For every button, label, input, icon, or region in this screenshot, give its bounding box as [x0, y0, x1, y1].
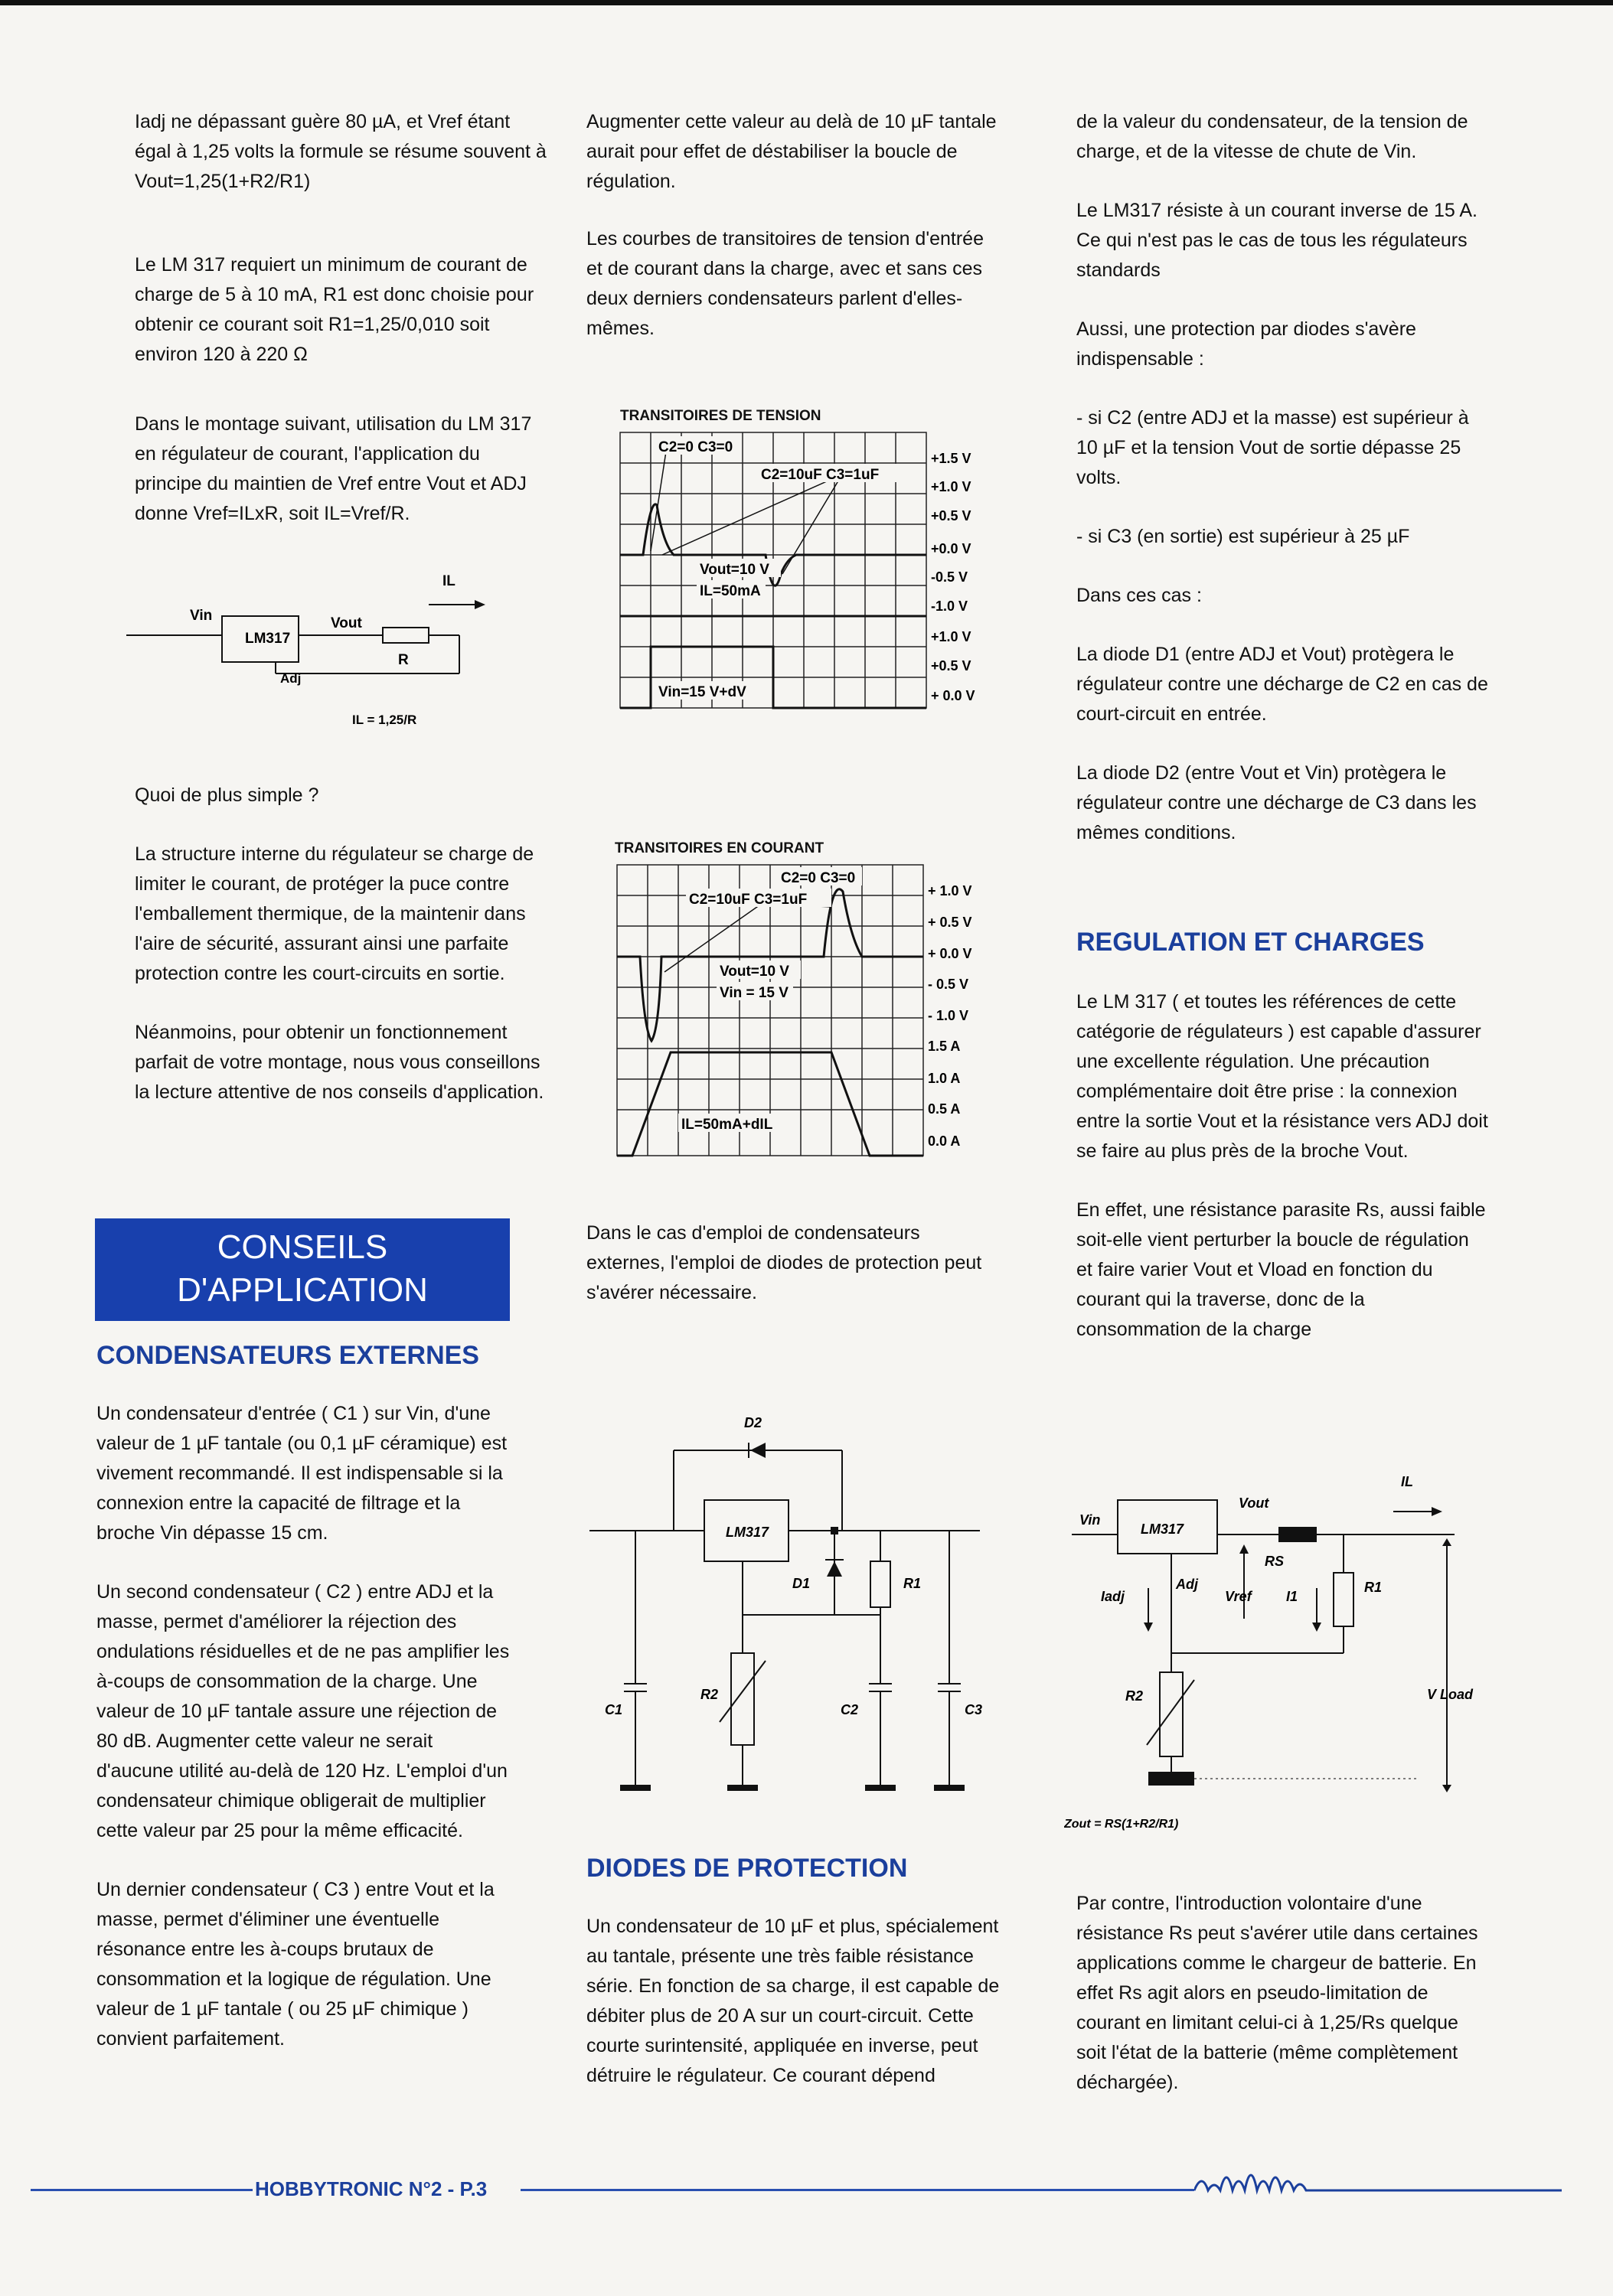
- section-heading: CONDENSATEURS EXTERNES: [96, 1341, 479, 1370]
- label-c2: C2: [841, 1702, 859, 1717]
- label-il: IL: [1401, 1474, 1413, 1489]
- label-chip: LM317: [726, 1525, 769, 1540]
- paragraph: Quoi de plus simple ?: [135, 784, 319, 806]
- y-tick-label: +1.5 V: [931, 451, 971, 466]
- column-3-bottom: [1076, 1889, 1490, 2127]
- label-il: IL: [442, 573, 455, 589]
- section-heading: REGULATION ET CHARGES: [1076, 928, 1425, 957]
- paragraph: Augmenter cette valeur au delà de 10 µF tantale aurait pour effet de déstabiliser la boucle de régulation.: [586, 111, 997, 192]
- top-border: [0, 0, 1613, 5]
- y-tick-label: -1.0 V: [931, 598, 968, 614]
- y-tick-label: 1.5 A: [928, 1039, 961, 1054]
- label-adj: Adj: [1176, 1577, 1198, 1592]
- label-vout: Vout: [1239, 1495, 1269, 1511]
- footer-rule-left: [31, 2189, 253, 2191]
- column-2-middle: [586, 1218, 1000, 1337]
- paragraph: de la valeur du condensateur, de la tension de charge, et de la vitesse de chute de Vin.: [1076, 111, 1468, 162]
- label-r2: R2: [700, 1687, 719, 1702]
- y-tick-label: +0.5 V: [931, 508, 971, 523]
- paragraph: Le LM317 résiste à un courant inverse de 15 A. Ce qui n'est pas le cas de tous les régulateurs standards: [1076, 200, 1477, 281]
- label-i1: I1: [1286, 1589, 1298, 1604]
- paragraph: La structure interne du régulateur se charge de limiter le courant, de protéger la puce contre l'emballement thermique, de la maintenir dans l'aire de sécurité, assurant ainsi une parfaite protection contre les court-circuits en sortie.: [135, 843, 534, 984]
- paragraph: Un dernier condensateur ( C3 ) entre Vout et la masse, permet d'éliminer une éventuelle résonance entre les à-coups brutaux de consommation et la logique de régulation. Une valeur de 1 µF tantale ( ou 25 µF chimique ) convient parfaitement.: [96, 1879, 495, 2050]
- graph-title: TRANSITOIRES DE TENSION: [620, 408, 821, 424]
- y-tick-label: 1.0 A: [928, 1071, 961, 1086]
- graph-title: TRANSITOIRES EN COURANT: [615, 840, 824, 856]
- box-line-1: CONSEILS: [217, 1228, 388, 1266]
- column-2: [586, 107, 1000, 373]
- paragraph: La diode D2 (entre Vout et Vin) protègera le régulateur contre une décharge de C3 dans les mêmes conditions.: [1076, 762, 1477, 843]
- label-adj: Adj: [280, 671, 302, 686]
- column-1-continued: [135, 781, 548, 1137]
- graph-annotation: IL=50mA: [700, 583, 761, 599]
- graph-annotation: C2=0 C3=0: [781, 870, 856, 886]
- graph-annotation: C2=10uF C3=1uF: [689, 892, 808, 908]
- y-tick-label: 0.0 A: [928, 1133, 961, 1149]
- circuit-protection-diodes: [582, 1401, 995, 1799]
- y-tick-label: + 0.5 V: [928, 915, 972, 930]
- label-r2: R2: [1125, 1688, 1144, 1704]
- paragraph: Néanmoins, pour obtenir un fonctionnement parfait de votre montage, nous vous conseillons la lecture attentive de nos conseils d'application.: [135, 1022, 544, 1103]
- label-rs: RS: [1265, 1554, 1285, 1569]
- label-chip: LM317: [245, 631, 291, 647]
- graph-annotation: Vout=10 V: [700, 562, 769, 578]
- paragraph: Un second condensateur ( C2 ) entre ADJ et la masse, permet d'améliorer la réjection des ondulations résiduelles et de ne pas amplifier les à-coups de consommation de la charge. Une valeur de 10 µF tantale assure une réjection de 80 dB. Augmenter cette valeur ne serait d'aucune utilité au-delà de 120 Hz. L'emploi d'un condensateur chimique obligerait de multiplier cette valeur par 25 pour la même efficacité.: [96, 1581, 510, 1841]
- label-r1: R1: [903, 1576, 922, 1591]
- label-chip: LM317: [1141, 1521, 1184, 1537]
- paragraph: - si C2 (entre ADJ et la masse) est supérieur à 10 µF et la tension Vout de sortie dépasse 25 volts.: [1076, 407, 1469, 488]
- graph-annotation: C2=0 C3=0: [658, 439, 733, 455]
- label-vin: Vin: [1079, 1512, 1101, 1528]
- column-2-bottom: [586, 1912, 1000, 2120]
- graph-annotation: Vin=15 V+dV: [658, 684, 746, 700]
- paragraph: En effet, une résistance parasite Rs, aussi faible soit-elle vient perturber la boucle de régulation et faire varier Vout et Vload en fonction du courant qui la traverse, donc de la consommation de la charge: [1076, 1199, 1486, 1340]
- y-tick-label: - 0.5 V: [928, 977, 969, 992]
- graph-annotation: IL=50mA+dIL: [681, 1117, 773, 1133]
- y-tick-label: + 0.0 V: [928, 946, 972, 961]
- waveform-logo-icon: [1194, 2157, 1562, 2203]
- paragraph: Par contre, l'introduction volontaire d'une résistance Rs peut s'avérer utile dans certaines applications comme le chargeur de batterie. En effet Rs agit alors en pseudo-limitation de courant en limitant celui-ci à 1,25/Rs quelque soit l'état de la batterie (même complètement déchargée).: [1076, 1893, 1478, 2093]
- circuit-parasitic-resistance: [1064, 1469, 1493, 1837]
- label-d1: D1: [792, 1576, 811, 1591]
- y-tick-label: - 1.0 V: [928, 1008, 969, 1023]
- graph-annotation: Vout=10 V: [720, 964, 789, 980]
- label-vin: Vin: [190, 608, 213, 624]
- label-iadj: Iadj: [1101, 1589, 1125, 1604]
- footer-page-label: HOBBYTRONIC N°2 - P.3: [255, 2177, 488, 2200]
- footer-rule-right: [521, 2189, 1194, 2191]
- section-heading: DIODES DE PROTECTION: [586, 1854, 908, 1883]
- label-vload: V Load: [1427, 1687, 1474, 1702]
- label-vref: Vref: [1225, 1589, 1252, 1604]
- column-1-bottom: [96, 1399, 510, 2083]
- label-d2: D2: [744, 1415, 762, 1430]
- y-tick-label: +1.0 V: [931, 629, 971, 644]
- paragraph: Le LM 317 ( et toutes les références de cette catégorie de régulateurs ) est capable d'assurer une excellente régulation. Une précaution complémentaire doit être prise : la connexion entre la sortie Vout et la résistance vers ADJ doit se faire au plus près de la broche Vout.: [1076, 991, 1488, 1162]
- label-vout: Vout: [331, 615, 362, 631]
- paragraph: Dans ces cas :: [1076, 585, 1202, 606]
- y-tick-label: +0.0 V: [931, 541, 971, 556]
- column-3-middle: [1076, 987, 1490, 1374]
- label-r1: R1: [1364, 1580, 1383, 1595]
- paragraph: La diode D1 (entre ADJ et Vout) protègera le régulateur contre une décharge de C2 en cas de court-circuit en entrée.: [1076, 644, 1488, 725]
- y-tick-label: + 1.0 V: [928, 883, 972, 899]
- label-c1: C1: [605, 1702, 623, 1717]
- paragraph: Un condensateur d'entrée ( C1 ) sur Vin, d'une valeur de 1 µF tantale (ou 0,1 µF céramique) est vivement recommandé. Il est indispensable si la connexion entre la capacité de filtrage et la broche Vin dépasse 15 cm.: [96, 1403, 508, 1544]
- label-zout: Zout = RS(1+R2/R1): [1064, 1818, 1179, 1831]
- column-1: [135, 107, 548, 558]
- circuit-current-regulator: [122, 566, 490, 735]
- paragraph: Iadj ne dépassant guère 80 µA, et Vref étant égal à 1,25 volts la formule se résume souvent à Vout=1,25(1+R2/R1): [135, 111, 547, 192]
- section-box: [95, 1218, 510, 1321]
- y-tick-label: -0.5 V: [931, 569, 968, 585]
- label-formula: IL = 1,25/R: [352, 713, 417, 727]
- box-line-2: D'APPLICATION: [177, 1271, 428, 1309]
- graph-annotation: Vin = 15 V: [720, 985, 789, 1001]
- paragraph: - si C3 (en sortie) est supérieur à 25 µF: [1076, 526, 1410, 547]
- y-tick-label: +0.5 V: [931, 658, 971, 673]
- graph-annotation: C2=10uF C3=1uF: [761, 467, 880, 483]
- graph-current-transients: [609, 861, 1007, 1167]
- y-tick-label: 0.5 A: [928, 1101, 961, 1117]
- paragraph: Aussi, une protection par diodes s'avère indispensable :: [1076, 318, 1416, 370]
- y-tick-label: + 0.0 V: [931, 688, 975, 703]
- paragraph: Dans le montage suivant, utilisation du LM 317 en régulateur de courant, l'application du principe du maintien de Vref entre Vout et ADJ donne Vref=ILxR, soit IL=Vref/R.: [135, 413, 532, 524]
- paragraph: Le LM 317 requiert un minimum de courant de charge de 5 à 10 mA, R1 est donc choisie pour obtenir ce courant soit R1=1,25/0,010 soit environ 120 à 220 Ω: [135, 254, 534, 365]
- paragraph: Dans le cas d'emploi de condensateurs externes, l'emploi de diodes de protection peut s'avérer nécessaire.: [586, 1222, 982, 1303]
- y-tick-label: +1.0 V: [931, 479, 971, 494]
- column-3: [1076, 107, 1490, 877]
- paragraph: Les courbes de transitoires de tension d'entrée et de courant dans la charge, avec et sans ces deux derniers condensateurs parlent d'elles-mêmes.: [586, 228, 984, 339]
- label-r: R: [398, 652, 409, 668]
- graph-voltage-transients: [612, 429, 1011, 719]
- label-c3: C3: [965, 1702, 983, 1717]
- paragraph: Un condensateur de 10 µF et plus, spécialement au tantale, présente une très faible résistance série. En fonction de sa charge, il est capable de débiter plus de 20 A sur un court-circuit. Cette courte surintensité, appliquée en inverse, peut détruire le régulateur. Ce courant dépend: [586, 1916, 1000, 2086]
